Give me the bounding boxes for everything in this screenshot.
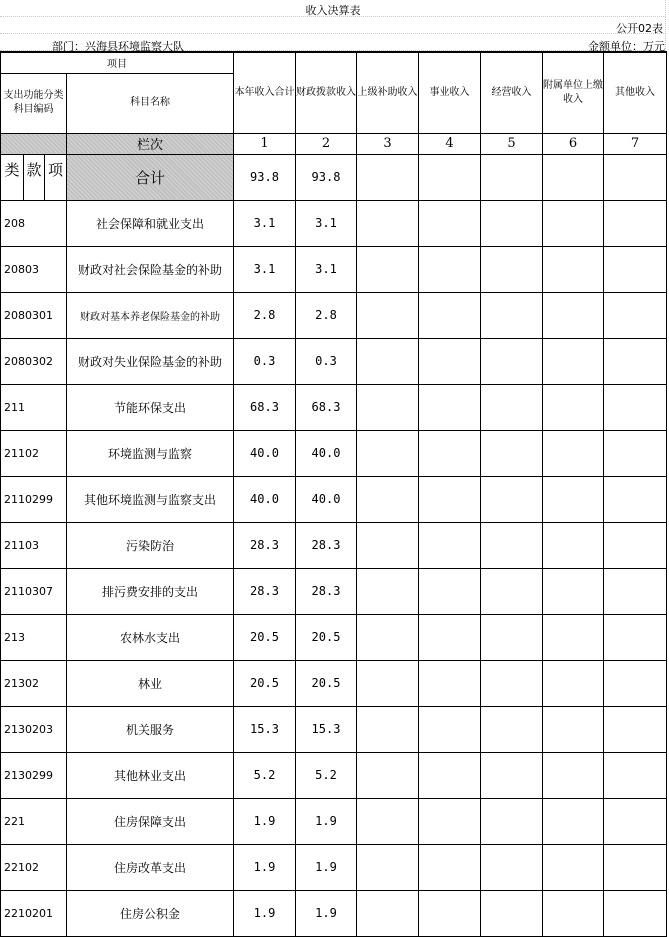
column-number: 2 <box>296 133 357 154</box>
business-cell <box>419 660 481 706</box>
total-income-cell: 68.3 <box>234 384 296 430</box>
subject-code: 21103 <box>1 522 67 568</box>
fiscal-cell: 0.3 <box>296 338 357 384</box>
total-income-cell: 20.5 <box>234 614 296 660</box>
superior-cell <box>357 476 419 522</box>
subject-name: 其他林业支出 <box>67 752 234 798</box>
superior-cell <box>357 844 419 890</box>
total-income-cell: 3.1 <box>234 200 296 246</box>
subject-name: 财政对失业保险基金的补助 <box>67 338 234 384</box>
other-cell <box>604 430 667 476</box>
column-number: 1 <box>234 133 296 154</box>
table-row <box>1 706 667 752</box>
business-cell <box>419 706 481 752</box>
superior-cell <box>357 660 419 706</box>
fiscal-cell: 20.5 <box>296 614 357 660</box>
subject-name: 住房公积金 <box>67 890 234 936</box>
subject-name: 住房保障支出 <box>67 798 234 844</box>
subject-name: 环境监测与监察 <box>67 430 234 476</box>
affiliated-cell <box>543 568 604 614</box>
header-lei: 类 <box>1 154 24 200</box>
other-cell <box>604 798 667 844</box>
income-table <box>0 51 667 937</box>
column-number: 3 <box>357 133 419 154</box>
other-cell <box>604 660 667 706</box>
affiliated-cell <box>543 706 604 752</box>
business-cell <box>419 246 481 292</box>
table-row <box>1 568 667 614</box>
total-superior-value <box>357 154 419 200</box>
header-fiscal: 财政拨款收入 <box>296 52 357 133</box>
other-cell <box>604 568 667 614</box>
business-cell <box>419 338 481 384</box>
superior-cell <box>357 200 419 246</box>
superior-cell <box>357 752 419 798</box>
affiliated-cell <box>543 522 604 568</box>
operating-cell <box>481 798 543 844</box>
total-business-value <box>419 154 481 200</box>
form-code: 公开02表 <box>616 22 663 35</box>
total-income-cell: 2.8 <box>234 292 296 338</box>
subject-code: 2110307 <box>1 568 67 614</box>
operating-cell <box>481 568 543 614</box>
superior-cell <box>357 890 419 936</box>
subject-code: 2080301 <box>1 292 67 338</box>
affiliated-cell <box>543 890 604 936</box>
superior-cell <box>357 798 419 844</box>
fiscal-cell: 5.2 <box>296 752 357 798</box>
subject-code: 208 <box>1 200 67 246</box>
superior-cell <box>357 246 419 292</box>
column-seq-spacer <box>1 133 67 154</box>
subject-code: 2110299 <box>1 476 67 522</box>
business-cell <box>419 476 481 522</box>
affiliated-cell <box>543 844 604 890</box>
subject-code: 211 <box>1 384 67 430</box>
operating-cell <box>481 660 543 706</box>
total-row-label: 合计 <box>67 154 234 200</box>
total-operating-value <box>481 154 543 200</box>
superior-cell <box>357 614 419 660</box>
total-income-cell: 28.3 <box>234 568 296 614</box>
total-income-cell: 1.9 <box>234 798 296 844</box>
other-cell <box>604 844 667 890</box>
table-row <box>1 338 667 384</box>
operating-cell <box>481 430 543 476</box>
subject-code: 2130299 <box>1 752 67 798</box>
subject-code: 21302 <box>1 660 67 706</box>
other-cell <box>604 246 667 292</box>
business-cell <box>419 384 481 430</box>
operating-cell <box>481 890 543 936</box>
operating-cell <box>481 706 543 752</box>
subject-code: 2130203 <box>1 706 67 752</box>
fiscal-cell: 20.5 <box>296 660 357 706</box>
total-income-cell: 40.0 <box>234 430 296 476</box>
column-number: 4 <box>419 133 481 154</box>
affiliated-cell <box>543 338 604 384</box>
header-business: 事业收入 <box>419 52 481 133</box>
table-row <box>1 890 667 936</box>
header-kuan: 款 <box>24 154 45 200</box>
fiscal-cell: 1.9 <box>296 890 357 936</box>
other-cell <box>604 614 667 660</box>
operating-cell <box>481 246 543 292</box>
subject-name: 排污费安排的支出 <box>67 568 234 614</box>
other-cell <box>604 476 667 522</box>
business-cell <box>419 798 481 844</box>
table-row <box>1 476 667 522</box>
total-income-cell: 40.0 <box>234 476 296 522</box>
affiliated-cell <box>543 476 604 522</box>
department-label: 部门：兴海县环境监察大队 <box>52 40 184 53</box>
total-income-cell: 1.9 <box>234 844 296 890</box>
other-cell <box>604 522 667 568</box>
total-income-cell: 5.2 <box>234 752 296 798</box>
affiliated-cell <box>543 292 604 338</box>
column-seq-label: 栏次 <box>67 133 234 154</box>
table-row <box>1 384 667 430</box>
subject-code: 20803 <box>1 246 67 292</box>
fiscal-cell: 28.3 <box>296 522 357 568</box>
column-number: 6 <box>543 133 604 154</box>
superior-cell <box>357 568 419 614</box>
subject-name: 住房改革支出 <box>67 844 234 890</box>
other-cell <box>604 292 667 338</box>
subject-code: 2210201 <box>1 890 67 936</box>
header-func-code: 支出功能分类科目编码 <box>1 73 67 133</box>
superior-cell <box>357 706 419 752</box>
business-cell <box>419 430 481 476</box>
superior-cell <box>357 292 419 338</box>
affiliated-cell <box>543 752 604 798</box>
operating-cell <box>481 522 543 568</box>
fiscal-cell: 1.9 <box>296 844 357 890</box>
operating-cell <box>481 200 543 246</box>
affiliated-cell <box>543 384 604 430</box>
total-income-cell: 3.1 <box>234 246 296 292</box>
header-other: 其他收入 <box>604 52 667 133</box>
affiliated-cell <box>543 798 604 844</box>
total-other-value <box>604 154 667 200</box>
total-income-cell: 1.9 <box>234 890 296 936</box>
business-cell <box>419 522 481 568</box>
table-row <box>1 614 667 660</box>
fiscal-cell: 68.3 <box>296 384 357 430</box>
table-row <box>1 522 667 568</box>
subject-name: 林业 <box>67 660 234 706</box>
grid-line <box>0 17 666 34</box>
subject-name: 节能环保支出 <box>67 384 234 430</box>
table-row <box>1 246 667 292</box>
business-cell <box>419 752 481 798</box>
header-total-income: 本年收入合计 <box>234 52 296 133</box>
subject-name: 财政对基本养老保险基金的补助 <box>67 292 234 338</box>
other-cell <box>604 890 667 936</box>
business-cell <box>419 614 481 660</box>
other-cell <box>604 706 667 752</box>
column-number: 5 <box>481 133 543 154</box>
subject-code: 2080302 <box>1 338 67 384</box>
header-xiang: 项 <box>45 154 67 200</box>
operating-cell <box>481 752 543 798</box>
superior-cell <box>357 338 419 384</box>
operating-cell <box>481 338 543 384</box>
table-row <box>1 200 667 246</box>
subject-name: 财政对社会保险基金的补助 <box>67 246 234 292</box>
table-row <box>1 844 667 890</box>
business-cell <box>419 844 481 890</box>
subject-name: 机关服务 <box>67 706 234 752</box>
subject-name: 社会保障和就业支出 <box>67 200 234 246</box>
fiscal-cell: 3.1 <box>296 200 357 246</box>
table-row <box>1 798 667 844</box>
fiscal-cell: 1.9 <box>296 798 357 844</box>
operating-cell <box>481 614 543 660</box>
subject-name: 污染防治 <box>67 522 234 568</box>
total-income-cell: 20.5 <box>234 660 296 706</box>
other-cell <box>604 200 667 246</box>
total-income-cell: 15.3 <box>234 706 296 752</box>
other-cell <box>604 752 667 798</box>
subject-code: 21102 <box>1 430 67 476</box>
business-cell <box>419 200 481 246</box>
total-affiliated-value <box>543 154 604 200</box>
subject-code: 22102 <box>1 844 67 890</box>
superior-cell <box>357 384 419 430</box>
report-title: 收入决算表 <box>305 4 361 17</box>
fiscal-cell: 40.0 <box>296 430 357 476</box>
other-cell <box>604 338 667 384</box>
subject-name: 农林水支出 <box>67 614 234 660</box>
amount-unit-label: 金额单位：万元 <box>588 40 665 53</box>
header-subject-name: 科目名称 <box>67 73 234 133</box>
table-row <box>1 660 667 706</box>
total-fiscal-value: 93.8 <box>296 154 357 200</box>
subject-name: 其他环境监测与监察支出 <box>67 476 234 522</box>
operating-cell <box>481 844 543 890</box>
table-row <box>1 292 667 338</box>
total-income-cell: 0.3 <box>234 338 296 384</box>
table-row <box>1 430 667 476</box>
fiscal-cell: 28.3 <box>296 568 357 614</box>
subject-code: 213 <box>1 614 67 660</box>
header-affiliated: 附属单位上缴收入 <box>543 52 604 133</box>
total-income-value: 93.8 <box>234 154 296 200</box>
business-cell <box>419 568 481 614</box>
fiscal-cell: 15.3 <box>296 706 357 752</box>
affiliated-cell <box>543 200 604 246</box>
header-superior: 上级补助收入 <box>357 52 419 133</box>
affiliated-cell <box>543 246 604 292</box>
fiscal-cell: 2.8 <box>296 292 357 338</box>
affiliated-cell <box>543 660 604 706</box>
affiliated-cell <box>543 430 604 476</box>
fiscal-cell: 3.1 <box>296 246 357 292</box>
operating-cell <box>481 476 543 522</box>
operating-cell <box>481 292 543 338</box>
superior-cell <box>357 430 419 476</box>
business-cell <box>419 890 481 936</box>
other-cell <box>604 384 667 430</box>
table-row <box>1 752 667 798</box>
business-cell <box>419 292 481 338</box>
operating-cell <box>481 384 543 430</box>
fiscal-cell: 40.0 <box>296 476 357 522</box>
subject-code: 221 <box>1 798 67 844</box>
header-operating: 经营收入 <box>481 52 543 133</box>
affiliated-cell <box>543 614 604 660</box>
total-income-cell: 28.3 <box>234 522 296 568</box>
header-project: 项目 <box>1 52 234 73</box>
superior-cell <box>357 522 419 568</box>
column-number: 7 <box>604 133 667 154</box>
